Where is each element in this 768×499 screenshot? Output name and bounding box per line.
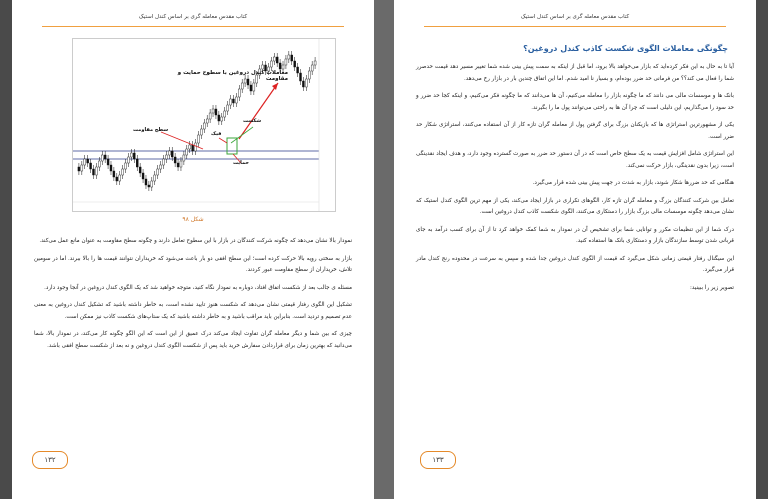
header-rule (424, 26, 726, 27)
candle-body (127, 157, 129, 163)
candle-body (92, 169, 94, 175)
fakey-annotation: فیک (211, 131, 222, 137)
candle-body (197, 135, 199, 143)
paragraph: تعامل بین شرکت کنندگان بزرگ و معامله گران تازه کار، الگوهای تکراری در بازار ایجاد می‌کند، یکی از مهم ترین الگوی کندل استیک که نشان می‌دهد چگونه موسسات مالی بزرگ بازار را دستکاری می‌کنند، الگوی شکست کاذب کندل دروغین است. (416, 197, 734, 215)
candle-body (300, 73, 302, 81)
candle-body (116, 177, 118, 181)
candle-body (180, 161, 182, 167)
candle-body (215, 109, 217, 115)
candle-body (154, 175, 156, 181)
paragraph: بانک ها و موسسات مالی می دانند که ما چگونه بازار را معامله می‌کنیم، آن ها می‌دانند که ما چگونه فکر می‌کنیم، و اینکه کجا حد ضرر و حد سود را می‌گذاریم، این دلیلی است که چرا آن ها به راحتی می‌توانند پول ما را بگیرند. (416, 93, 734, 111)
right-body-text (416, 62, 734, 300)
paragraph: این سیگنال رفتار قیمتی زمانی شکل می‌گیرد که قیمت از الگوی کندل دروغین جدا شده و سپس به سرعت در محدوده رنج کندل مادر قرار می‌گیرد. (416, 255, 734, 273)
figure-caption: شکل ۹۸ (182, 216, 204, 223)
paragraph: نمودار بالا نشان می‌دهد که چگونه شرکت کنندگان در بازار با این سطوح تعامل دارند و چگونه سطح مقاومت به عنوان مانع عمل می‌کند. (39, 238, 352, 244)
paragraph: این استراتژی شامل افزایش قیمت به یک سطح خاص است که در آن دستور حد ضرر به صورت گسترده وجود دارد، و هدف ایجاد نقدینگی است، زیرا بدون نقدینگی، بازار حرکت نمی‌کند. (416, 151, 734, 169)
candle-body (253, 83, 255, 91)
candle-body (311, 65, 313, 71)
breakout-annotation: شکست (243, 118, 262, 124)
candle-body (206, 119, 208, 123)
candle-body (273, 57, 275, 61)
paragraph: تشکیل این الگوی رفتار قیمتی نشان می‌دهد که شکست هنوز تایید نشده است، به خاطر داشته باشید که تشکیل کندل دروغین به معنی عدم تصمیم و تردید است. بنابراین باید مراقب باشید و به خاطر داشته باشید که یک ستاپ‌های شکست کاذب نیز ممکن است. (34, 302, 352, 320)
candle-body (302, 81, 304, 87)
candle-body (227, 105, 229, 111)
resistance-pointer (161, 132, 203, 149)
candle-body (130, 153, 132, 157)
candle-body (151, 181, 153, 187)
figure-title: معاملات کندل دروغین با سطوح حمایت و مقاومت (177, 70, 288, 82)
candle-body (90, 163, 92, 169)
candle-body (224, 111, 226, 117)
candle-body (148, 185, 150, 187)
book-gutter (374, 0, 394, 499)
page-number: ۱۳۲ (32, 451, 68, 469)
candle-body (110, 165, 112, 171)
candle-body (238, 89, 240, 97)
candle-body (305, 79, 307, 87)
candle-body (294, 61, 296, 67)
paragraph: یکی از مشهورترین استراتژی ها که بازیکنان بزرگ برای گرفتن پول از معامله گران تازه کار از آن استفاده می‌کنند، استراتژی شکار حد ضرر است. (416, 122, 734, 140)
paragraph: آیا تا به حال به این فکر کرده‌اید که بازار می‌خواهد بالا برود، اما قبل از اینکه به سمت پیش بینی شده شما تغییر مسیر دهد قیمت حدصرر شما را فعال می کند؟؟ من فرمانی حد ضرر بوده‌ام، و بسیار نا امید شدم. اما این اتفاق چندین بار در بازار رخ می‌دهد. (416, 64, 734, 82)
fakey-box (227, 138, 237, 154)
candle-body (297, 67, 299, 73)
candle-body (186, 149, 188, 155)
running-header: کتاب مقدس معامله گری بر اساس کندل استیک (138, 14, 248, 20)
running-header: کتاب مقدس معامله گری بر اساس کندل استیک (520, 14, 630, 20)
candle-body (139, 167, 141, 173)
candle-body (250, 85, 252, 91)
trend-arrowhead (272, 83, 278, 90)
candle-body (171, 151, 173, 157)
candle-body (282, 65, 284, 69)
candlestick-figure (72, 38, 336, 212)
candle-body (209, 113, 211, 119)
candle-body (241, 83, 243, 89)
right-page (394, 0, 756, 499)
candle-body (279, 63, 281, 69)
fakey-pointer (219, 138, 227, 143)
candle-body (314, 61, 316, 65)
candle-body (262, 65, 264, 69)
candle-body (183, 155, 185, 161)
candle-body (192, 145, 194, 151)
paragraph: هنگامی که حد ضررها شکار شوند، بازار به شدت در جهت پیش بینی شده قرار می‌گیرد. (532, 180, 734, 186)
candle-body (174, 157, 176, 163)
candle-body (87, 159, 89, 163)
candle-body (232, 99, 234, 103)
candle-body (136, 159, 138, 167)
breakout-pointer (231, 127, 253, 143)
section-title: چگونگی معاملات الگوی شکست کاذب کندل دروغین؟ (523, 44, 728, 53)
candle-body (203, 123, 205, 129)
header-rule (42, 26, 344, 27)
candle-body (235, 97, 237, 103)
candle-body (142, 173, 144, 179)
candle-body (221, 117, 223, 121)
candle-body (288, 55, 290, 59)
candle-body (218, 115, 220, 121)
paragraph: مسئله ی جالب بعد از شکست اتفاق افتاد، دوباره به نمودار نگاه کنید، متوجه خواهید شد که یک الگوی کندل دروغین در آنجا وجود دارد. (44, 284, 352, 291)
page-number: ۱۳۳ (420, 451, 456, 469)
candle-body (212, 109, 214, 113)
support-annotation: حمایت (233, 160, 250, 166)
candle-body (291, 55, 293, 61)
candle-body (285, 59, 287, 65)
candle-body (200, 129, 202, 135)
candle-body (101, 155, 103, 161)
paragraph: تصویر زیر را ببینید: (689, 284, 734, 291)
paragraph: چیزی که بین شما و دیگر معامله گران تفاوت ایجاد می‌کند درک عمیق از این است که این الگو چگونه کار می‌کند، در نمودار بالا، شما می‌دانید که بهترین زمان برای قراردادن سفارش خرید باید پس از شکست الگوی کندل دروغین و نه بعد از شکست سطح افقی باشد. (34, 331, 352, 349)
left-page (12, 0, 374, 499)
candle-body (104, 155, 106, 159)
candle-body (107, 159, 109, 165)
candle-body (98, 161, 100, 167)
trend-arrow (239, 83, 278, 139)
candle-body (230, 99, 232, 105)
candle-body (145, 179, 147, 185)
left-body-text (34, 236, 352, 358)
paragraph: بازار به سختی رویه بالا حرکت کرده است؛ این سطح افقی دو بار باعث می‌شود که خریداران نتوانند قیمت ها را بالا ببرند. اما در سومین تلاش، خریداران از سطح مقاومت عبور کردند. (34, 255, 352, 273)
candle-body (95, 167, 97, 175)
candle-body (270, 61, 272, 67)
candle-body (177, 163, 179, 167)
resistance-annotation: سطح مقاومت (133, 127, 169, 133)
candle-body (78, 167, 80, 171)
candle-body (84, 159, 86, 165)
candle-body (162, 159, 164, 165)
candle-body (113, 171, 115, 177)
candle-body (122, 169, 124, 175)
candle-body (160, 165, 162, 169)
paragraph: درک شما از این تنظیمات مکرر و توانایی شما برای تشخیص آن در نمودار به شما کمک خواهد کرد تا از آن برای کسب درآمد به جای قربانی شدن توسط سازندگان بازار و دستکاری بانک ها استفاده کنید. (416, 226, 734, 244)
candle-body (157, 169, 159, 175)
candle-body (189, 145, 191, 149)
candle-body (168, 151, 170, 155)
candlestick-chart (73, 39, 335, 211)
candle-body (125, 163, 127, 169)
candle-body (81, 165, 83, 171)
candle-body (308, 71, 310, 79)
candle-body (276, 57, 278, 63)
candle-body (165, 155, 167, 159)
candle-body (195, 143, 197, 151)
candle-body (119, 175, 121, 181)
candle-body (133, 153, 135, 159)
